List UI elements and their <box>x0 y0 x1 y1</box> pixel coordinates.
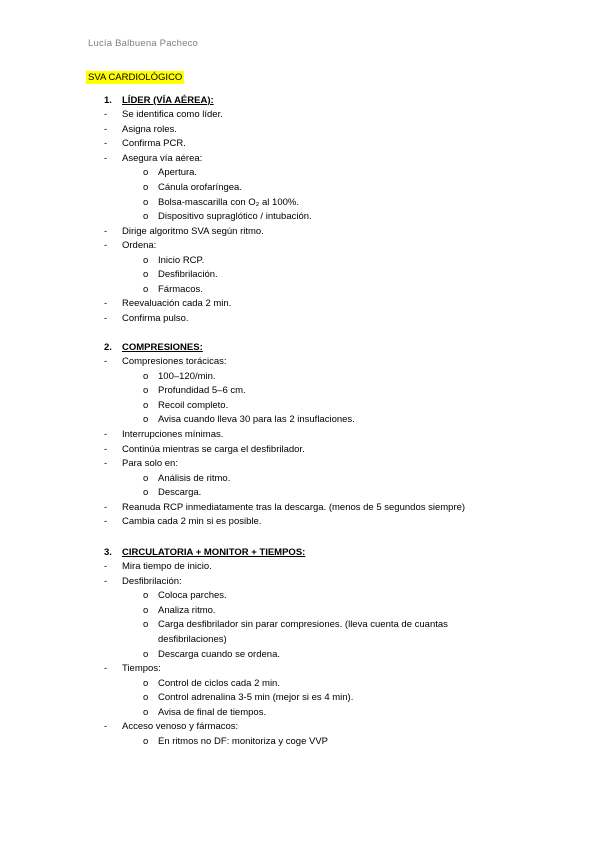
list-item <box>0 137 560 152</box>
sub-list-item <box>0 370 560 385</box>
dash-marker: - <box>104 721 108 733</box>
sub-list-item <box>0 677 560 692</box>
item-text: Compresiones torácicas: <box>122 356 227 368</box>
subitem-text: Descarga. <box>158 487 202 499</box>
section-heading <box>0 94 560 109</box>
sub-list-item <box>0 706 560 721</box>
sub-list-item <box>0 399 560 414</box>
dash-marker: - <box>104 356 108 368</box>
sub-list-item <box>0 196 560 211</box>
subitem-text: Control adrenalina 3-5 min (mejor si es 4 min). <box>158 692 354 704</box>
list-item <box>0 123 560 138</box>
subitem-text: Avisa cuando lleva 30 para las 2 insuflaciones. <box>158 414 355 426</box>
circle-marker: o <box>143 590 149 602</box>
circle-marker: o <box>143 167 149 179</box>
circle-marker: o <box>143 677 149 689</box>
item-text: Interrupciones mínimas. <box>122 428 224 440</box>
subitem-text: Analiza ritmo. <box>158 604 216 616</box>
section-number: 3. <box>104 546 112 558</box>
sub-list-item <box>0 254 560 269</box>
section-heading <box>0 546 560 561</box>
item-text: Asigna roles. <box>122 123 177 135</box>
circle-marker: o <box>143 692 149 704</box>
list-item <box>0 501 560 516</box>
dash-marker: - <box>104 443 108 455</box>
item-text: Para solo en: <box>122 458 178 470</box>
circle-marker: o <box>143 472 149 484</box>
subitem-text: Avisa de final de tiempos. <box>158 706 267 718</box>
list-item <box>0 720 560 735</box>
subitem-text: Inicio RCP. <box>158 254 205 266</box>
author-name: Lucía Balbuena Pacheco <box>88 38 199 49</box>
subitem-text: Bolsa-mascarilla con O₂ al 100%. <box>158 196 299 208</box>
sub-list-item <box>0 648 560 663</box>
dash-marker: - <box>104 123 108 135</box>
circle-marker: o <box>143 604 149 616</box>
dash-marker: - <box>104 501 108 513</box>
subitem-text: Dispositivo supraglótico / intubación. <box>158 211 312 223</box>
dash-marker: - <box>104 575 108 587</box>
circle-marker: o <box>143 385 149 397</box>
dash-marker: - <box>104 428 108 440</box>
list-item <box>0 457 560 472</box>
document-title: SVA CARDIOLÓGICO <box>88 71 183 83</box>
sub-list-item <box>0 472 560 487</box>
section-lider <box>0 94 560 327</box>
circle-marker: o <box>143 211 149 223</box>
dash-marker: - <box>104 561 108 573</box>
circle-marker: o <box>143 181 149 193</box>
sub-list-item <box>0 384 560 399</box>
sub-list-item <box>0 210 560 225</box>
sub-list-item <box>0 691 560 706</box>
section-number: 1. <box>104 94 112 106</box>
section-compresiones <box>0 341 560 530</box>
list-item <box>0 515 560 530</box>
circle-marker: o <box>143 254 149 266</box>
circle-marker: o <box>143 648 149 660</box>
dash-marker: - <box>104 225 108 237</box>
sub-list-item <box>0 618 560 647</box>
circle-marker: o <box>143 414 149 426</box>
dash-marker: - <box>104 516 108 528</box>
item-text: Reevaluación cada 2 min. <box>122 298 232 310</box>
sub-list-item <box>0 268 560 283</box>
list-item <box>0 312 560 327</box>
list-item <box>0 297 560 312</box>
item-text: Asegura vía aérea: <box>122 152 203 164</box>
sub-list-item <box>0 735 560 750</box>
section-circulatoria <box>0 546 560 750</box>
circle-marker: o <box>143 269 149 281</box>
section-title: CIRCULATORIA + MONITOR + TIEMPOS: <box>122 546 306 558</box>
sub-list-item <box>0 181 560 196</box>
dash-marker: - <box>104 109 108 121</box>
subitem-text: Desfibrilación. <box>158 269 218 281</box>
list-item <box>0 239 560 254</box>
sub-list-item <box>0 413 560 428</box>
dash-marker: - <box>104 152 108 164</box>
item-text: Tiempos: <box>122 663 161 675</box>
list-item <box>0 560 560 575</box>
dash-marker: - <box>104 138 108 150</box>
subitem-text: Recoil completo. <box>158 399 229 411</box>
list-item <box>0 108 560 123</box>
dash-marker: - <box>104 298 108 310</box>
section-title: COMPRESIONES: <box>122 341 203 353</box>
subitem-text: Profundidad 5–6 cm. <box>158 385 246 397</box>
circle-marker: o <box>143 370 149 382</box>
subitem-text: Apertura. <box>158 167 198 179</box>
subitem-text: Descarga cuando se ordena. <box>158 648 280 660</box>
subitem-text: Coloca parches. <box>158 590 227 602</box>
sub-list-item <box>0 604 560 619</box>
circle-marker: o <box>143 283 149 295</box>
dash-marker: - <box>104 458 108 470</box>
dash-marker: - <box>104 312 108 324</box>
item-text: Cambia cada 2 min si es posible. <box>122 516 262 528</box>
circle-marker: o <box>143 487 149 499</box>
item-text: Se identifica como líder. <box>122 109 223 121</box>
sub-list-item <box>0 589 560 604</box>
subitem-text: Carga desfibrilador sin parar compresiones. (lleva cuenta de cuantas desfibrilaciones) <box>158 619 448 645</box>
circle-marker: o <box>143 706 149 718</box>
sub-list-item <box>0 486 560 501</box>
section-title: LÍDER (VÍA AÉREA): <box>122 94 214 106</box>
item-text: Desfibrilación: <box>122 575 182 587</box>
subitem-text: 100–120/min. <box>158 370 216 382</box>
subitem-text: Fármacos. <box>158 283 203 295</box>
list-item <box>0 225 560 240</box>
subitem-text: Cánula orofaríngea. <box>158 181 242 193</box>
subitem-text: En ritmos no DF: monitoriza y coge VVP <box>158 735 329 747</box>
list-item <box>0 152 560 167</box>
circle-marker: o <box>143 196 149 208</box>
item-text: Confirma pulso. <box>122 312 189 324</box>
section-number: 2. <box>104 341 112 353</box>
dash-marker: - <box>104 240 108 252</box>
list-item <box>0 355 560 370</box>
circle-marker: o <box>143 619 149 631</box>
list-item <box>0 575 560 590</box>
list-item <box>0 443 560 458</box>
dash-marker: - <box>104 663 108 675</box>
item-text: Reanuda RCP inmediatamente tras la descarga. (menos de 5 segundos siempre) <box>122 501 466 513</box>
list-item <box>0 428 560 443</box>
item-text: Continúa mientras se carga el desfibrilador. <box>122 443 305 455</box>
list-item <box>0 662 560 677</box>
sub-list-item <box>0 283 560 298</box>
sub-list-item <box>0 166 560 181</box>
section-heading <box>0 341 560 356</box>
item-text: Acceso venoso y fármacos: <box>122 721 239 733</box>
item-text: Confirma PCR. <box>122 138 186 150</box>
circle-marker: o <box>143 735 149 747</box>
subitem-text: Análisis de ritmo. <box>158 472 231 484</box>
item-text: Mira tiempo de inicio. <box>122 561 212 573</box>
item-text: Dirige algoritmo SVA según ritmo. <box>122 225 264 237</box>
subitem-text: Control de ciclos cada 2 min. <box>158 677 280 689</box>
item-text: Ordena: <box>122 240 157 252</box>
circle-marker: o <box>143 399 149 411</box>
